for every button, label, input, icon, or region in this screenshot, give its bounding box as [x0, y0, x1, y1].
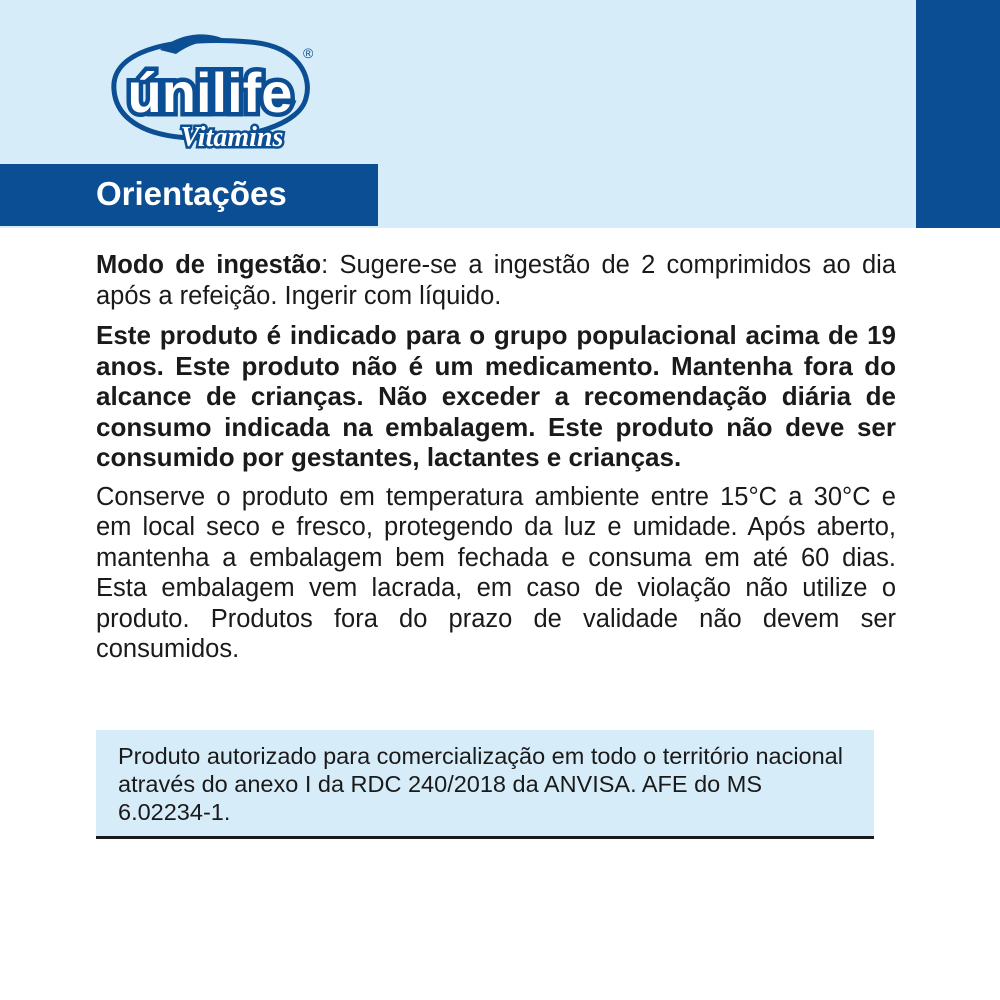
section-title: Orientações — [96, 175, 287, 212]
brand-name: únilife — [127, 61, 293, 124]
storage-paragraph: Conserve o produto em temperatura ambiente entre 15°C a 30°C e em local seco e fresco, protegendo da luz e umidade. Após aberto, mantenha a embalagem bem fechada e consuma em até 60 dias. Esta embalagem vem lacrada, em caso de violação não utilize o produto. Produtos fora do prazo de validade não devem ser consumidos. — [96, 482, 896, 663]
content-body — [96, 250, 896, 674]
warning-paragraph: Este produto é indicado para o grupo populacional acima de 19 anos. Este produto não é um medicamento. Mantenha fora do alcance de crianças. Não exceder a recomendação diária de consumo indicada na embalagem. Este produto não deve ser consumido por gestantes, lactantes e crianças. — [96, 320, 896, 472]
notice-divider — [96, 836, 874, 839]
unilife-logo — [100, 28, 320, 158]
registered-mark: ® — [303, 45, 314, 61]
intake-label: Modo de ingestão — [96, 251, 322, 279]
intake-paragraph — [96, 250, 896, 311]
right-accent-bar — [916, 0, 1000, 228]
intake-text: : Sugere-se a ingestão de 2 comprimidos ao dia após a refeição. Ingerir com líquido. — [96, 251, 896, 310]
notice-text: Produto autorizado para comercialização em todo o território nacional através do anexo I da RDC 240/2018 da ANVISA. AFE do MS 6.02234-1. — [118, 743, 843, 825]
brand-tagline: Vitamins — [180, 122, 284, 153]
leaf-icon — [160, 34, 230, 54]
